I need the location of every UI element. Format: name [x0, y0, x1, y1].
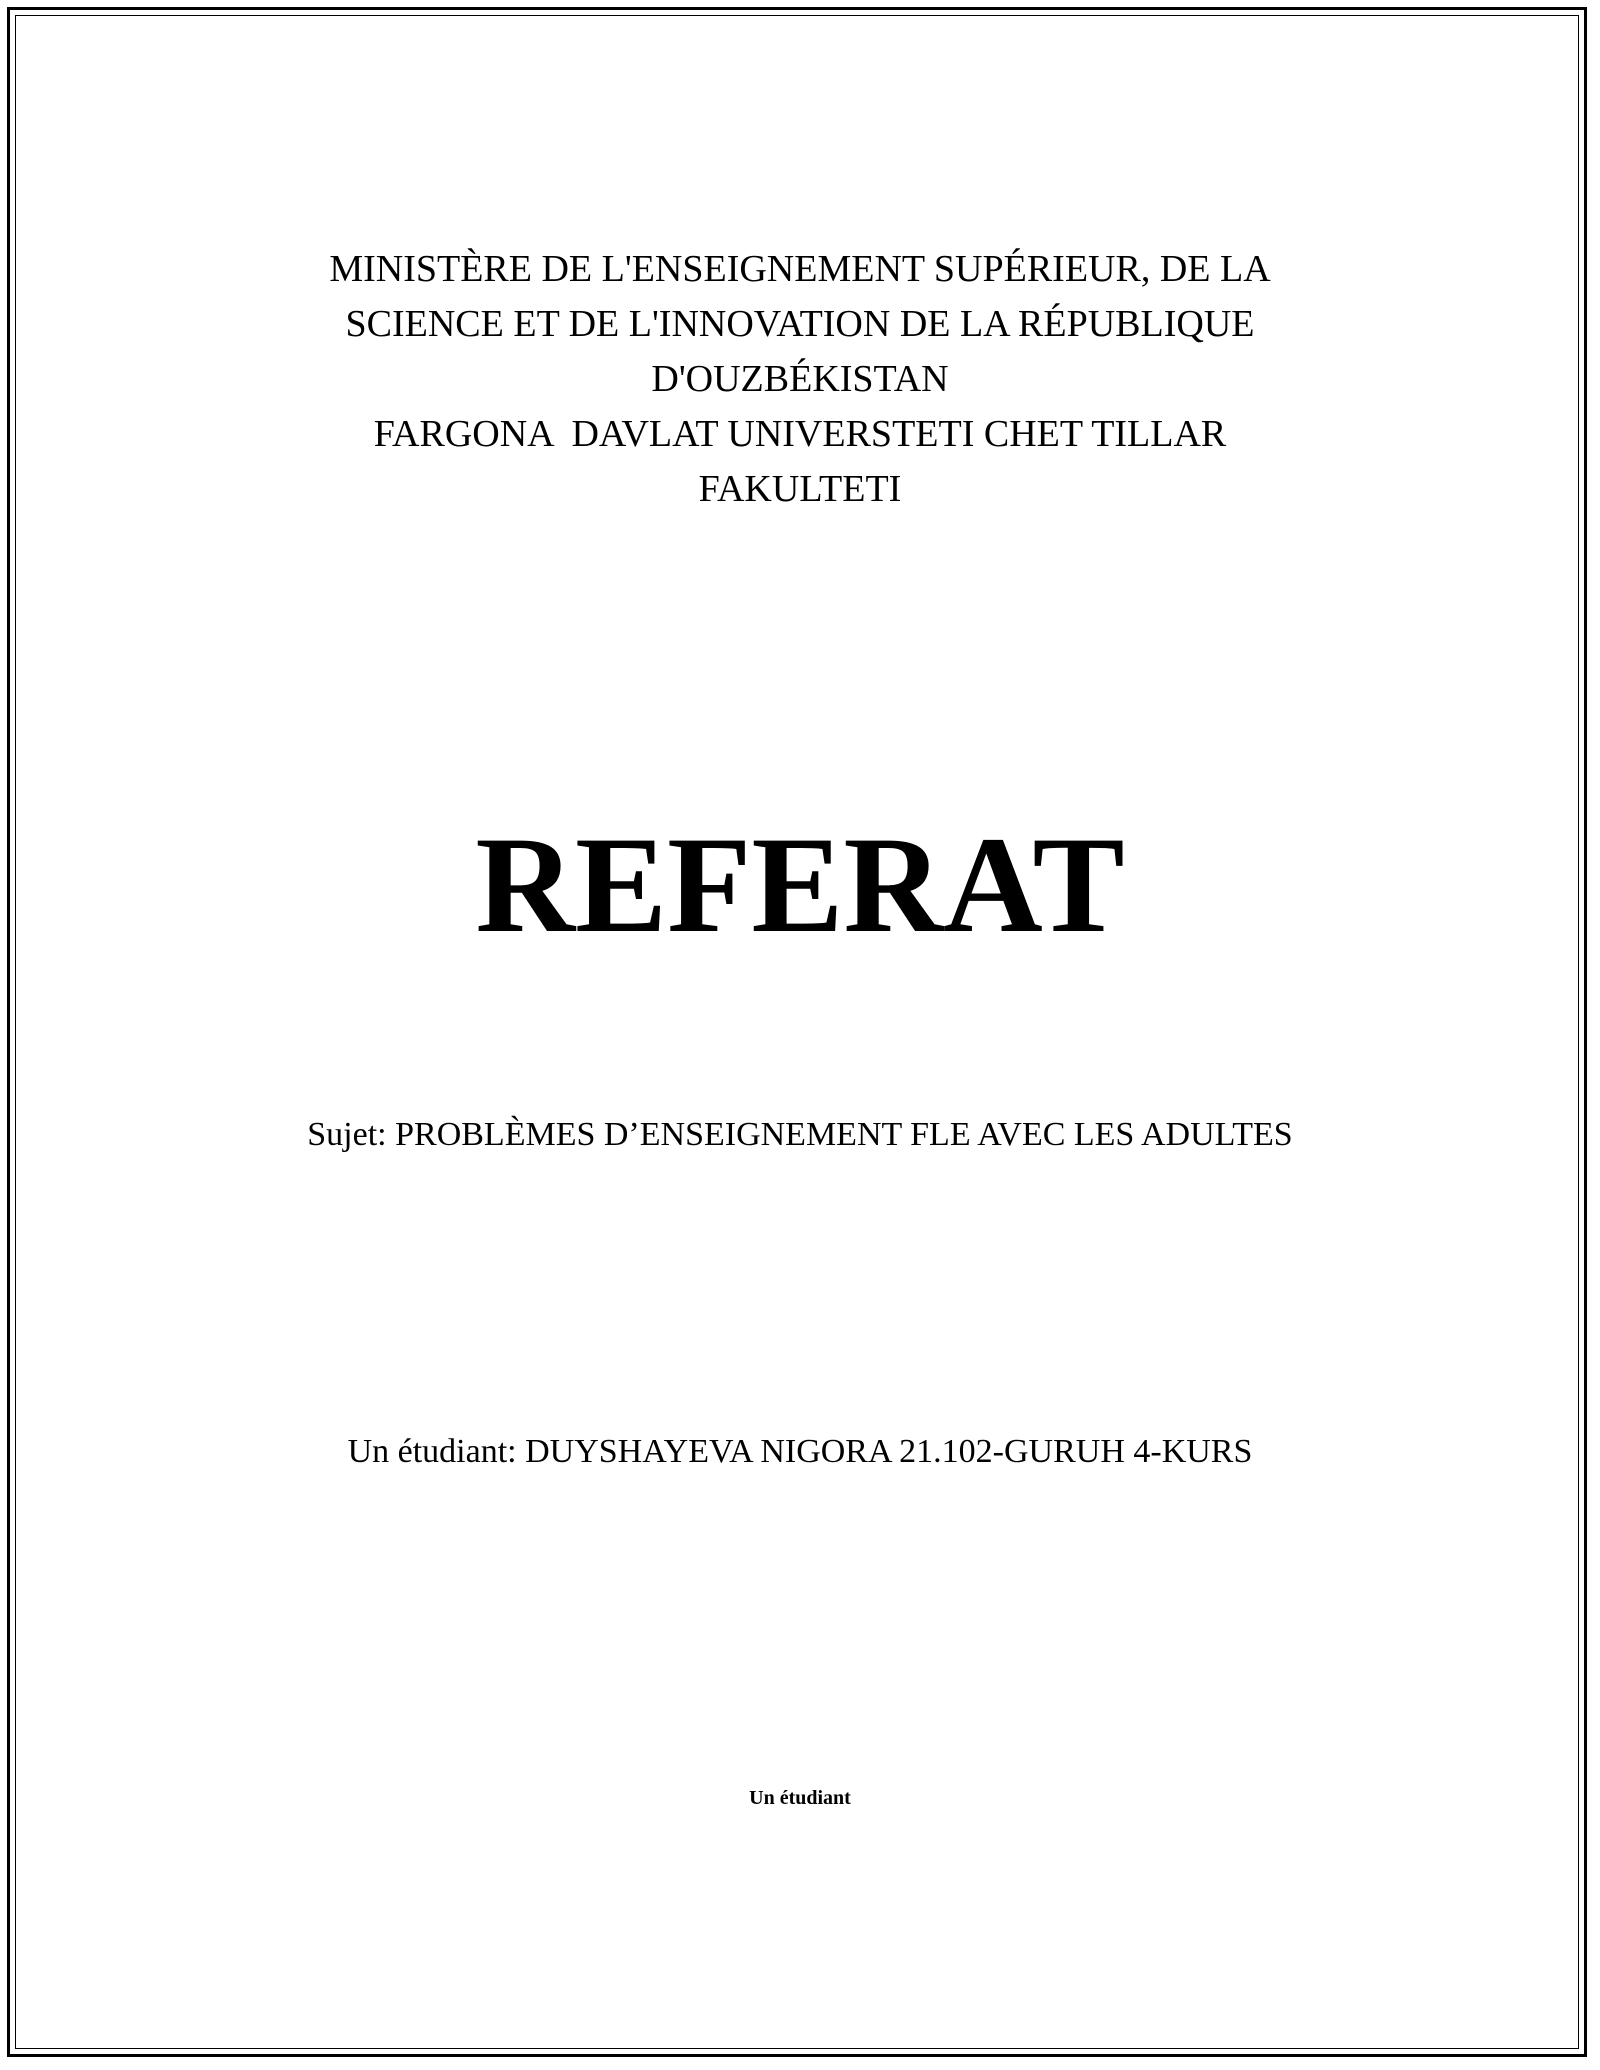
subject-line: Sujet: PROBLÈMES D’ENSEIGNEMENT FLE AVEC LES ADULTES — [307, 1116, 1293, 1153]
institution-heading — [0, 242, 1600, 517]
footer-label: Un étudiant — [749, 1787, 851, 1809]
heading-line: MINISTÈRE DE L'ENSEIGNEMENT SUPÉRIEUR, DE LA — [329, 248, 1271, 290]
heading-line: FAKULTETI — [698, 468, 902, 510]
document-title: REFERAT — [475, 808, 1125, 961]
heading-line: FARGONA DAVLAT UNIVERSTETI CHET TILLAR — [373, 413, 1227, 455]
heading-line: D'OUZBÉKISTAN — [651, 358, 949, 400]
heading-line: SCIENCE ET DE L'INNOVATION DE LA RÉPUBLIQUE — [345, 303, 1255, 345]
student-line: Un étudiant: DUYSHAYEVA NIGORA 21.102-GURUH 4-KURS — [347, 1433, 1253, 1470]
